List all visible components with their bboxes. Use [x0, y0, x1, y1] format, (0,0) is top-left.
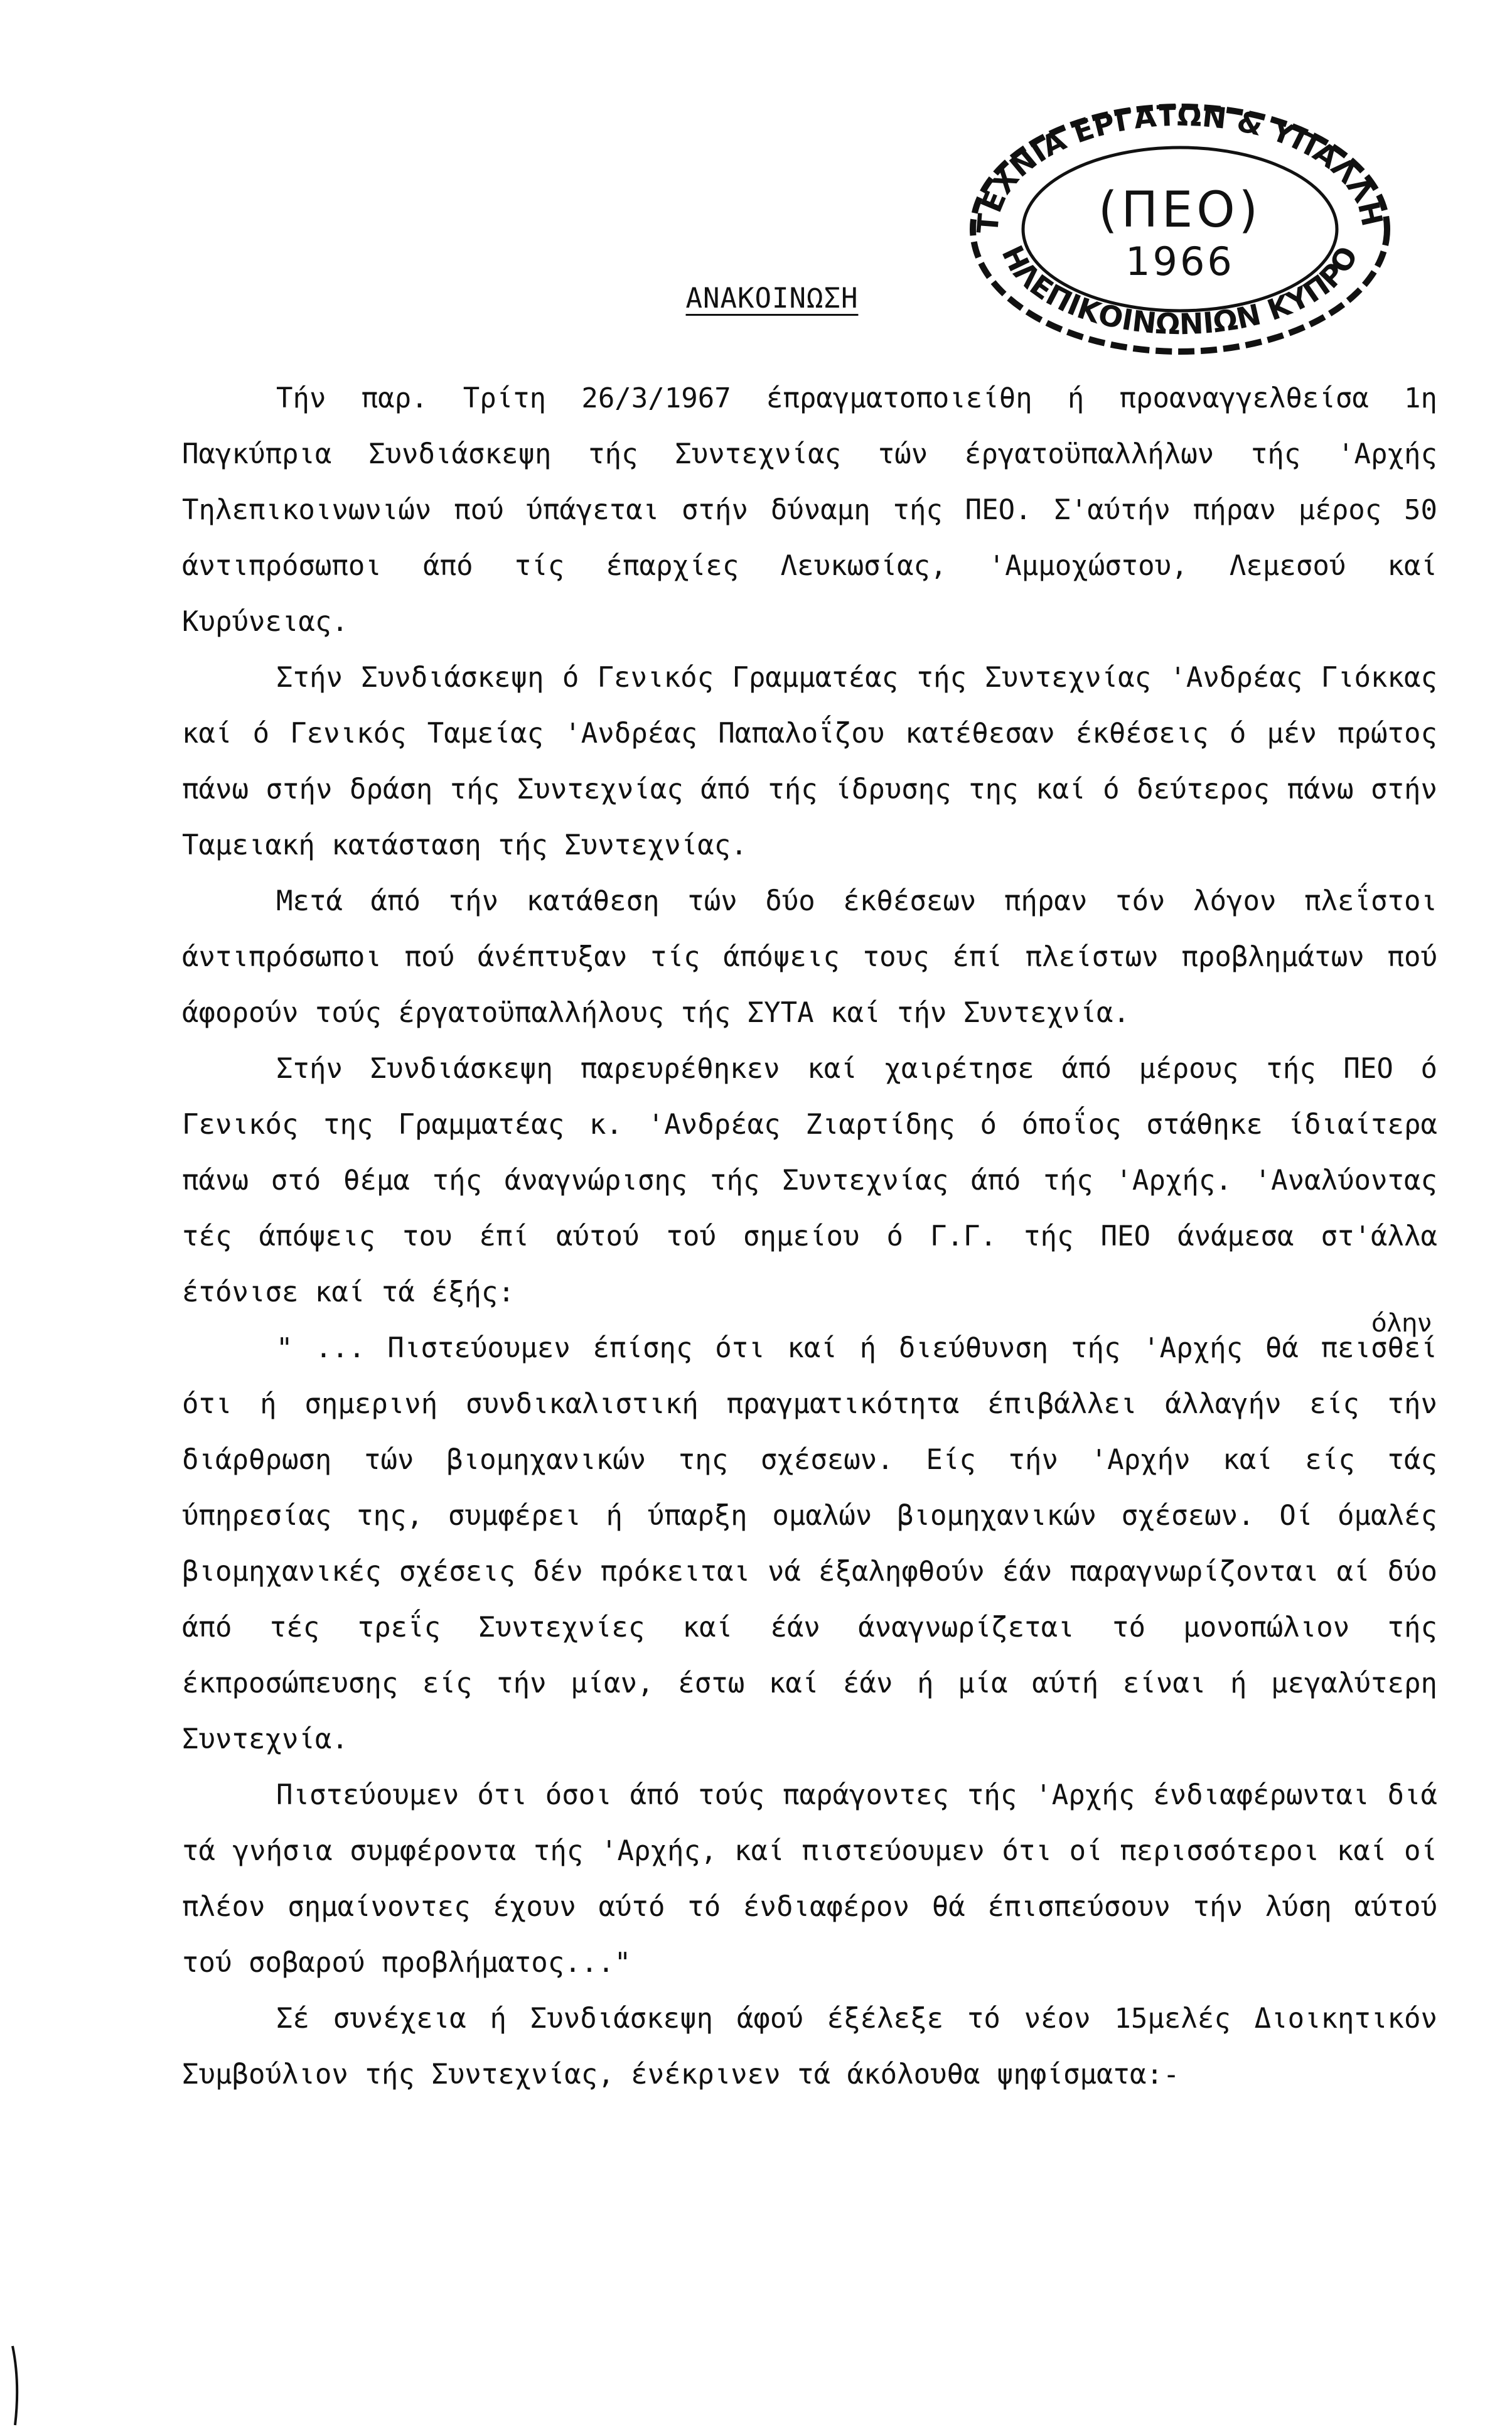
- paragraph-4: Στήν Συνδιάσκεψη παρευρέθηκεν καί χαιρέτησε άπό μέρους τής ΠΕΟ ό Γενικός της Γραμματέας κ. 'Ανδρέας Ζιαρτίδης ό όποΐος στάθηκε ίδιαίτερα πάνω στό θέμα τής άναγνώρισης τής Συντεχνίας άπό τής 'Αρχής. 'Αναλύοντας τές άπόψεις του έπί αύτού τού σημείου ό Γ.Γ. τής ΠΕΟ άνάμεσα στ'άλλα έτόνισε καί τά έξής:: [182, 1053, 1437, 1308]
- paragraph-6-quote: Πιστεύουμεν ότι όσοι άπό τούς παράγοντες τής 'Αρχής ένδιαφέρωνται διά τά γνήσια συμφέροντα τής 'Αρχής, καί πιστεύουμεν ότι οί περισσότεροι καί οί πλέον σημαίνοντες έχουν αύτό τό ένδιαφέρον θά έπισπεύσουν τήν λύση αύτού τού σοβαρού προβλήματος...": [182, 1779, 1437, 1979]
- paragraph-7: Σέ συνέχεια ή Συνδιάσκεψη άφού έξέλεξε τό νέον 15μελές Διοικητικόν Συμβούλιον τής Συντεχνίας, ένέκρινεν τά άκόλουθα ψηφίσματα:-: [182, 2003, 1437, 2091]
- paragraph-5-quote: " ... Πιστεύουμεν έπίσης ότι καί ή διεύθυνση τής 'Αρχής θά πεισθεί ότι ή σημερινή συνδικαλιστική πραγματικότητα έπιβάλλει άλλαγήν είς τήν διάρθρωση τών βιομηχανικών της σχέσεων. Είς τήν 'Αρχήν καί είς τάς ύπηρεσίας της, συμφέρει ή ύπαρξη ομαλών βιομηχανικών σχέσεων. Οί όμαλές βιομηχανικές σχέσεις δέν πρόκειται νά έξαληφθούν έάν παραγνωρίζονται αί δύο άπό τές τρεΐς Συντεχνίες καί έάν άναγνωρίζεται τό μονοπώλιον τής έκπροσώπευσης είς τήν μίαν, έστω καί έάν ή μία αύτή είναι ή μεγαλύτερη Συντεχνία.: [182, 1332, 1437, 1755]
- union-stamp: [960, 94, 1400, 364]
- paragraph-1: Τήν παρ. Τρίτη 26/3/1967 έπραγματοποιείθη ή προαναγγελθείσα 1η Παγκύπρια Συνδιάσκεψη τής Συντεχνίας τών έργατοϋπαλλήλων τής 'Αρχής Τηλεπικοινωνιών πού ύπάγεται στήν δύναμη τής ΠΕΟ. Σ'αύτήν πήραν μέρος 50 άντιπρόσωποι άπό τίς έπαρχίες Λευκωσίας, 'Αμμοχώστου, Λεμεσού καί Κυρύνειας.: [182, 382, 1437, 638]
- handwritten-insert: όλην: [1371, 1309, 1432, 1338]
- paragraph-3: Μετά άπό τήν κατάθεση τών δύο έκθέσεων πήραν τόν λόγον πλεΐστοι άντιπρόσωποι πού άνέπτυξαν τίς άπόψεις τους έπί πλείστων προβλημάτων πού άφορούν τούς έργατοϋπαλλήλους τής ΣΥΤΑ καί τήν Συντεχνία.: [182, 885, 1437, 1029]
- document-title: ΑΝΑΚΟΙΝΩΣΗ: [685, 283, 859, 315]
- stamp-org: (ΠΕΟ): [1098, 182, 1262, 239]
- stamp-year: 1966: [1125, 239, 1235, 284]
- paragraph-2: Στήν Συνδιάσκεψη ό Γενικός Γραμματέας τής Συντεχνίας 'Ανδρέας Γιόκκας καί ό Γενικός Ταμείας 'Ανδρέας Παπαλοΐζου κατέθεσαν έκθέσεις ό μέν πρώτος πάνω στήν δράση τής Συντεχνίας άπό τής ίδρυσης της καί ό δεύτερος πάνω στήν Ταμειακή κατάσταση τής Συντεχνίας.: [182, 662, 1437, 861]
- stamp-ring-bottom: ΗΛΕΠΙΚΟΙΝΩΝΙΩΝ ΚΥΠΡΟ: [995, 240, 1365, 342]
- document-body: [182, 370, 1437, 2102]
- stamp-ring-top: ΤΕΧΝΙΑ ΕΡΓΑΤΩΝ & ΥΠΑΛΛΗ: [970, 98, 1390, 235]
- margin-mark-icon: [8, 2345, 33, 2426]
